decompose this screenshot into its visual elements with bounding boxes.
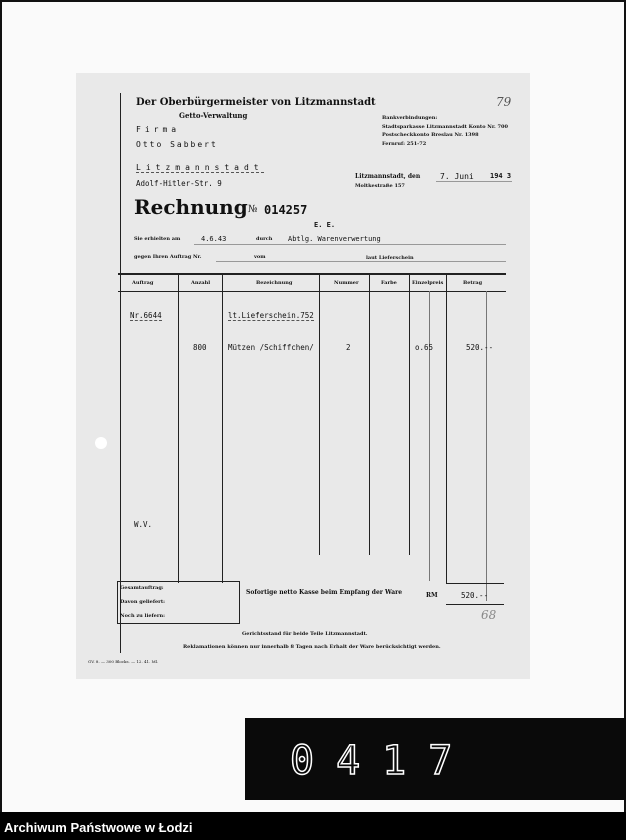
received-label: Sie erhielten am bbox=[134, 236, 181, 242]
order-number: Nr.6644 bbox=[130, 311, 162, 320]
note: W.V. bbox=[134, 520, 153, 529]
description: Mützen /Schiffchen/ bbox=[228, 343, 314, 352]
col-farbe: Farbe bbox=[381, 280, 397, 286]
delivery-label: laut Lieferschein bbox=[366, 255, 414, 261]
complaints: Reklamationen können nur innerhalb 8 Tagen nach Erhalt der Ware berücksichtigt werden. bbox=[183, 644, 441, 650]
total-order-label: Gesamtauftrag: bbox=[120, 585, 164, 591]
total-amount: 520.-- bbox=[461, 591, 489, 600]
recipient-label: Firma bbox=[136, 125, 181, 134]
recipient-street: Adolf-Hitler-Str. 9 bbox=[136, 179, 222, 188]
col-bezeichnung: Bezeichnung bbox=[256, 280, 293, 286]
item-number: 2 bbox=[346, 343, 351, 352]
col-betrag: Betrag bbox=[463, 280, 483, 286]
archive-footer: Archiwum Państwowe w Łodzi bbox=[0, 812, 626, 840]
address-sub: Moltkestraße 157 bbox=[355, 183, 405, 189]
from-label: vom bbox=[254, 254, 266, 260]
print-code: GV. 8. — 300 Blocks. — 12. 41. Ml. bbox=[88, 659, 159, 664]
payment-terms: Sofortige netto Kasse beim Empfang der Ware bbox=[246, 589, 403, 596]
date-year: 194 3 bbox=[490, 172, 512, 180]
handwritten-note: 68 bbox=[481, 608, 497, 622]
bank-2: Postscheckkonto Breslau Nr. 1398 bbox=[382, 132, 479, 138]
invoice-paper bbox=[76, 73, 530, 679]
invoice-number: 014257 bbox=[264, 203, 308, 217]
col-nummer: Nummer bbox=[334, 280, 359, 286]
phone: Fernruf: 251-72 bbox=[382, 141, 427, 147]
amount: 520.-- bbox=[466, 343, 494, 352]
issuer: Der Oberbürgermeister von Litzmannstadt bbox=[136, 97, 376, 108]
bank-heading: Bankverbindungen: bbox=[382, 115, 438, 121]
place-date-label: Litzmannstadt, den bbox=[355, 173, 421, 180]
currency: RM bbox=[426, 592, 438, 599]
invoice-title: Rechnung bbox=[134, 195, 248, 219]
col-auftrag: Auftrag bbox=[132, 280, 154, 286]
jurisdiction: Gerichtsstand für beide Teile Litzmannstadt. bbox=[242, 631, 368, 637]
initials: E. E. bbox=[314, 221, 336, 229]
unit-price: o.65 bbox=[415, 343, 434, 352]
quantity: 800 bbox=[193, 343, 207, 352]
received-date: 4.6.43 bbox=[201, 235, 227, 243]
delivered-label: Davon geliefert: bbox=[120, 599, 165, 605]
recipient-name: Otto Sabbert bbox=[136, 140, 218, 149]
number-label: № bbox=[248, 204, 258, 215]
order-label: gegen Ihren Auftrag Nr. bbox=[134, 254, 202, 260]
recipient-city: Litzmannstadt bbox=[136, 163, 264, 172]
handwritten-top: 79 bbox=[496, 95, 512, 109]
col-einzelpreis: Einzelpreis bbox=[412, 280, 444, 286]
through-label: durch bbox=[256, 236, 273, 242]
delivery-ref: lt.Lieferschein.752 bbox=[228, 311, 314, 320]
date-day: 7. Juni bbox=[440, 172, 474, 181]
department: Getto-Verwaltung bbox=[179, 111, 248, 120]
through-value: Abtlg. Warenverwertung bbox=[288, 235, 381, 243]
col-anzahl: Anzahl bbox=[191, 280, 211, 286]
bank-1: Stadtsparkasse Litzmannstadt Konto Nr. 700 bbox=[382, 124, 508, 130]
frame-number: 0417 bbox=[290, 738, 475, 784]
remaining-label: Noch zu liefern: bbox=[120, 613, 165, 619]
punch-hole bbox=[95, 437, 107, 449]
